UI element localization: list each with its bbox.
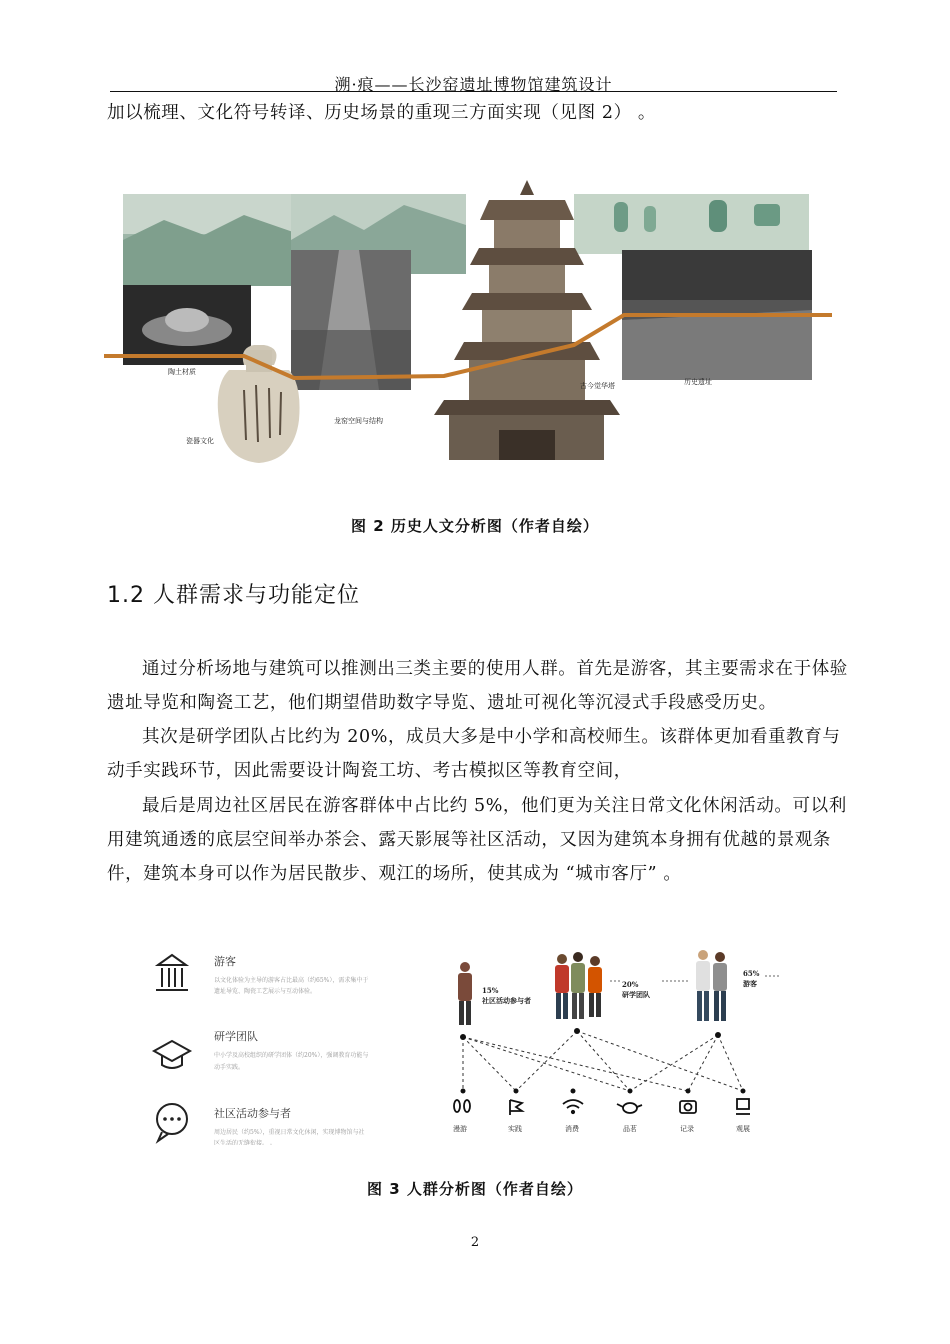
intro-line: 加以梳理、文化符号转译、历史场景的重现三方面实现（见图 2） 。	[107, 103, 656, 123]
group-community	[157, 1104, 365, 1145]
easel-icon	[736, 1099, 750, 1114]
footprints-icon	[454, 1100, 470, 1112]
group-desc-line: 区生活的无缝衔接。 。	[214, 1140, 276, 1145]
study-group-people	[555, 952, 602, 1019]
wifi-icon	[563, 1100, 583, 1113]
activity-label: 消费	[565, 1125, 579, 1133]
paragraph-2: 其次是研学团队占比约为 20%，成员大多是中小学和高校师生。该群体更加看重教育与动手实践环节，因此需要设计陶瓷工坊、考古模拟区等教育空间，	[107, 727, 841, 781]
group-desc-line: 周边居民（约5%），重视日常文化休闲，实现博物馆与社	[214, 1129, 365, 1136]
group-study-team	[154, 1029, 368, 1071]
header-rule	[110, 91, 837, 92]
group-tourist	[156, 954, 368, 995]
stat-pct: 20%	[622, 980, 639, 989]
stat-label: 研学团队	[622, 990, 650, 999]
label-kiln: 龙窑空间与结构	[334, 417, 383, 425]
activity-label: 品茗	[623, 1125, 637, 1133]
section-heading: 1.2 人群需求与功能定位	[107, 583, 360, 608]
label-clay: 陶土材质	[168, 368, 196, 376]
museum-icon	[156, 955, 188, 990]
group-title: 社区活动参与者	[214, 1107, 291, 1120]
group-desc-line: 动手实践。	[214, 1064, 245, 1071]
label-pagoda: 古今觉华塔	[580, 382, 615, 390]
network-nodes	[460, 1028, 746, 1094]
group-title: 研学团队	[214, 1030, 258, 1043]
activity-label: 实践	[508, 1125, 522, 1133]
group-desc-line: 中小学及高校组织的研学团体（约20%），强调教育功能与	[214, 1052, 369, 1059]
group-desc-line: 遗址导览、陶瓷工艺展示与互动体验。	[214, 988, 317, 995]
label-porcelain: 瓷器文化	[186, 437, 214, 445]
group-desc-line: 以文化体验为主导的游客占比最高（约65%），需求集中于	[214, 977, 369, 984]
activity-label: 观展	[736, 1125, 750, 1133]
stat-pct: 65%	[743, 969, 760, 978]
paragraph-1: 通过分析场地与建筑可以推测出三类主要的使用人群。首先是游客，其主要需求在于体验遗址导览和陶瓷工艺，他们期望借助数字导览、遗址可视化等沉浸式手段感受历史。	[107, 659, 848, 713]
figure-3-crowd-analysis	[150, 945, 780, 1145]
graduation-cap-icon	[154, 1041, 190, 1068]
relationship-lines	[463, 1031, 743, 1091]
teapot-icon	[617, 1103, 642, 1113]
page-number: 2	[470, 1235, 480, 1250]
stat-label: 游客	[743, 979, 757, 988]
activity-label: 记录	[680, 1125, 694, 1133]
label-site: 历史遗址	[684, 378, 712, 386]
tourist-people	[696, 950, 727, 1021]
stat-pct: 15%	[482, 986, 499, 995]
chat-icon	[157, 1104, 187, 1141]
camera-icon	[680, 1101, 696, 1113]
activity-label: 漫游	[453, 1125, 467, 1133]
figure-2-caption: 图 2 历史人文分析图（作者自绘）	[351, 517, 599, 535]
figure-2-history-analysis	[104, 180, 832, 465]
figure-3-caption: 图 3 人群分析图（作者自绘）	[367, 1180, 583, 1198]
flag-icon	[510, 1100, 522, 1115]
paragraph-3: 最后是周边社区居民在游客群体中占比约 5%，他们更为关注日常文化休闲活动。可以利用建筑通透的底层空间举办茶会、露天影展等社区活动，又因为建筑本身拥有优越的景观条件，建筑本身可以作为居民散步、观江的场所，使其成为 “城市客厅” 。	[107, 796, 847, 884]
running-header: 溯·痕——长沙窑遗址博物馆建筑设计	[334, 75, 613, 94]
group-title: 游客	[214, 955, 236, 968]
stat-label: 社区活动参与者	[482, 996, 531, 1005]
community-person	[458, 962, 472, 1025]
